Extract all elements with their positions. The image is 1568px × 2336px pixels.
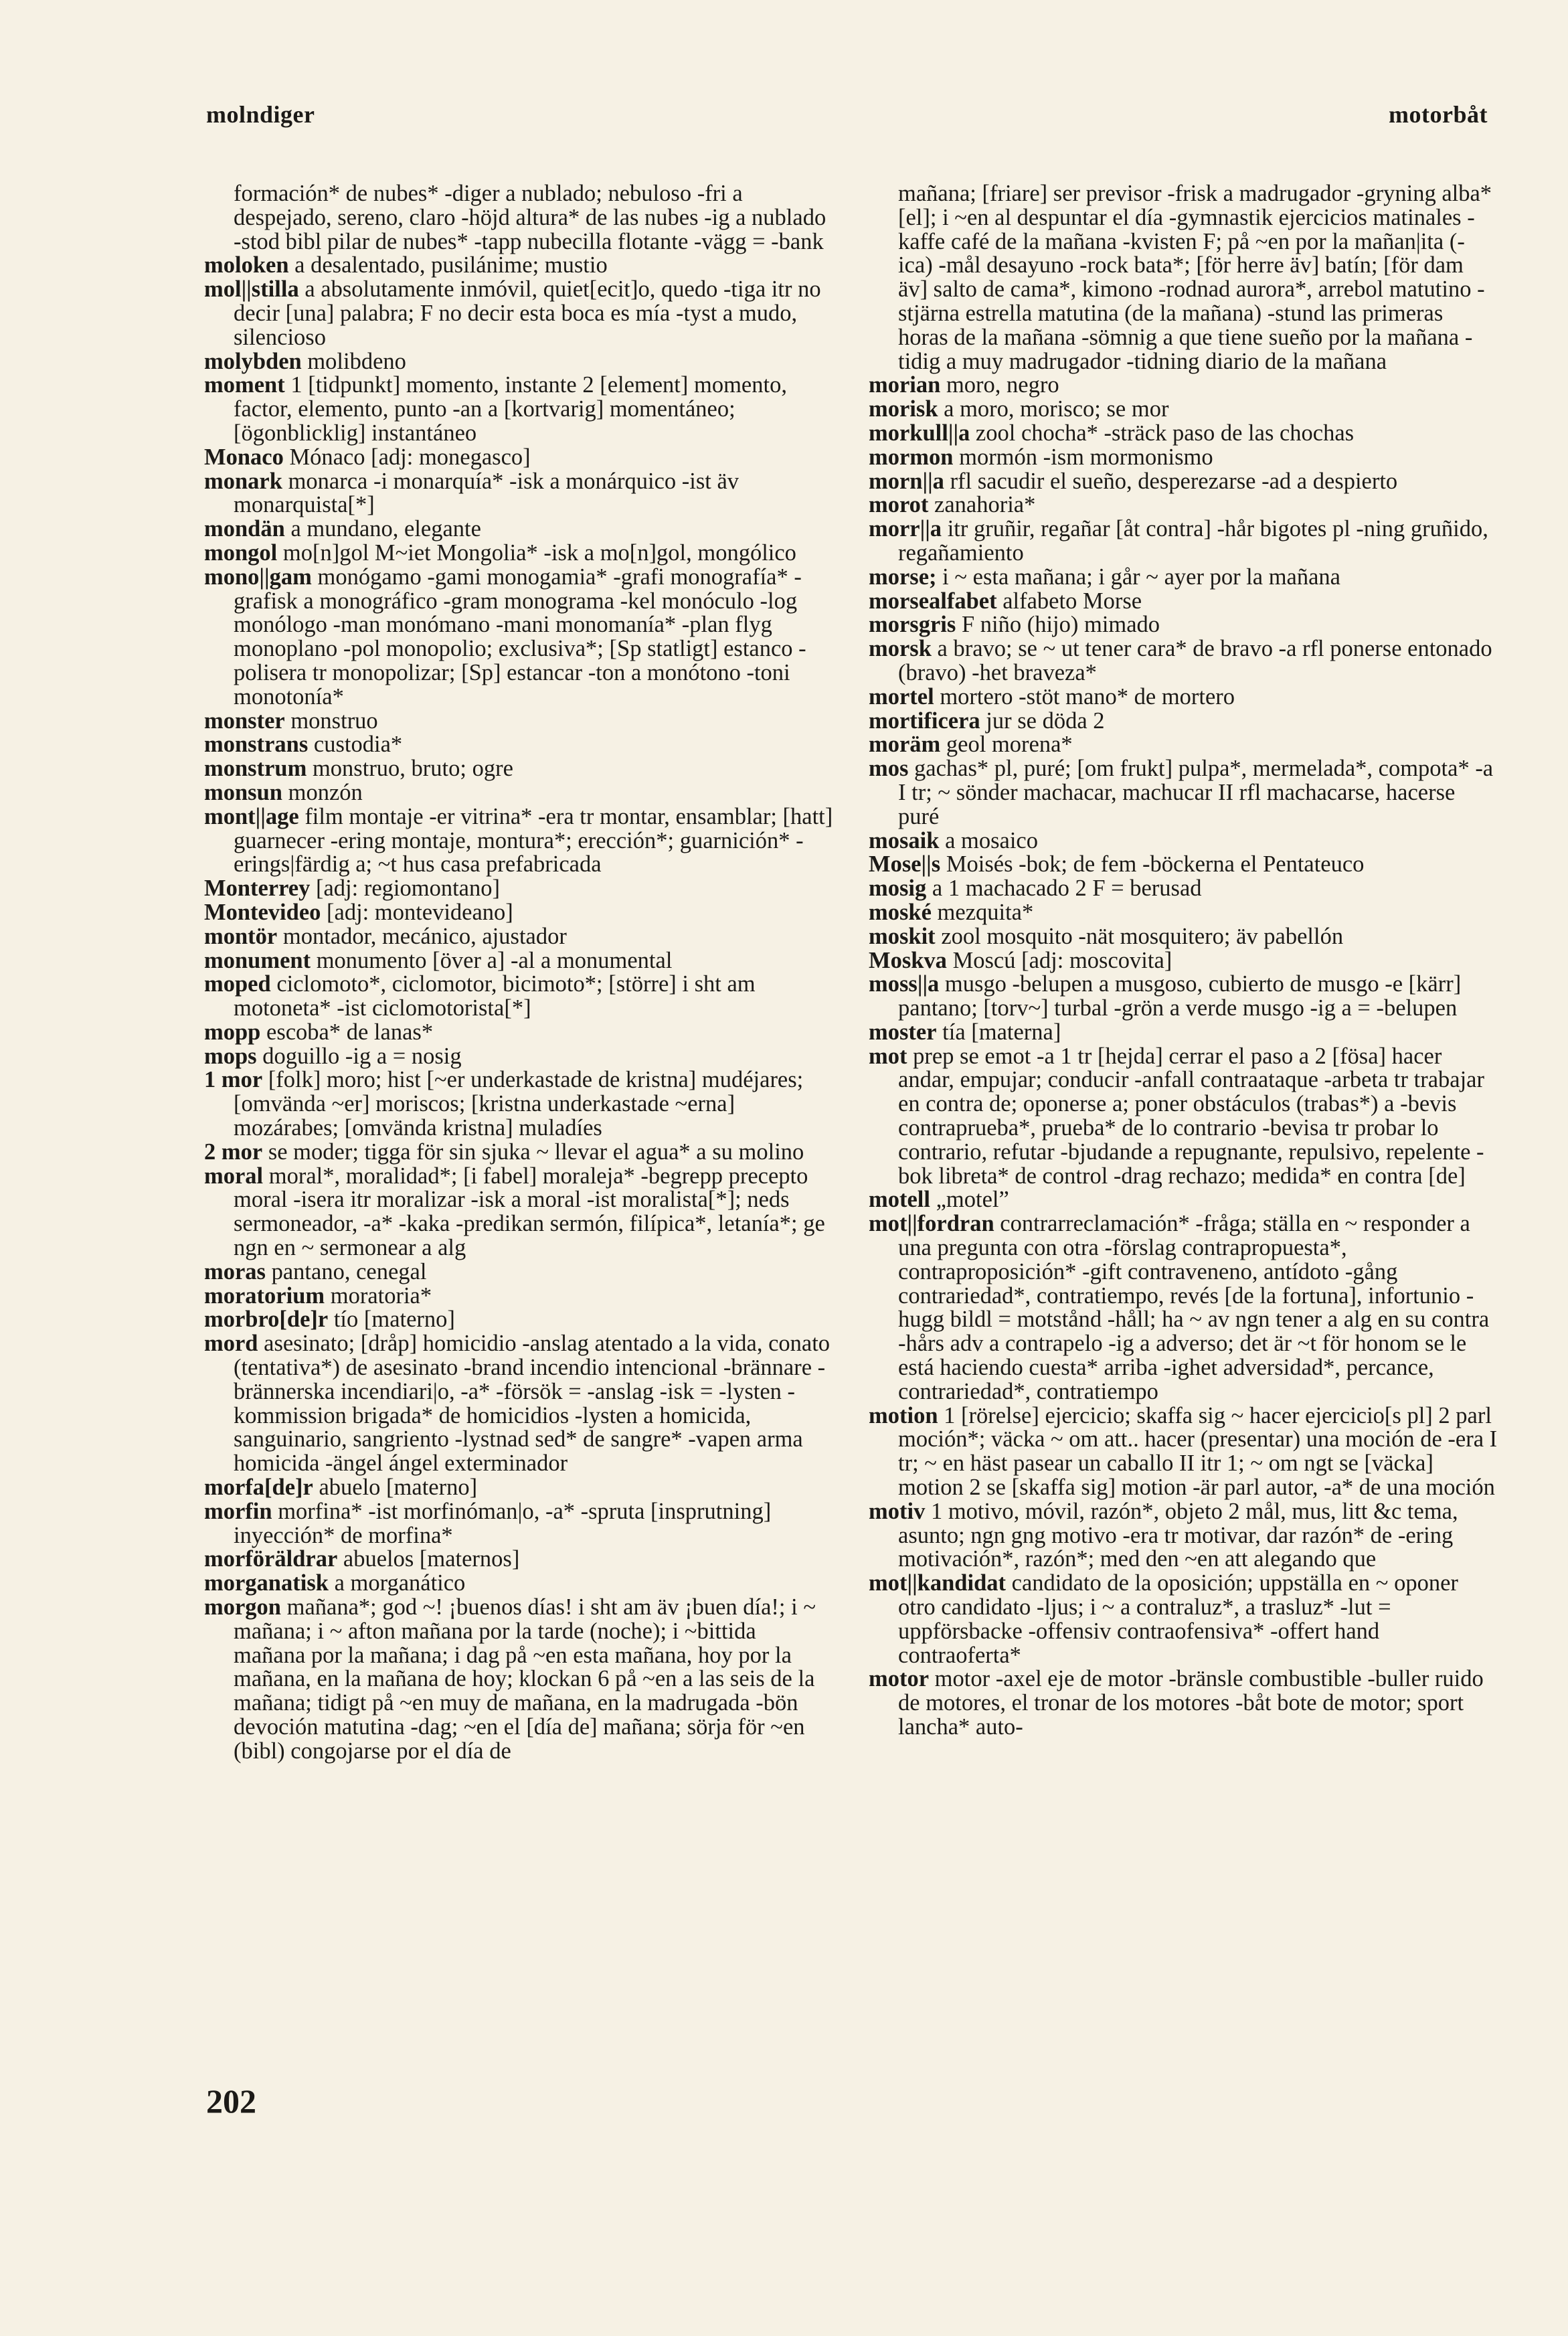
dictionary-entry <box>204 973 833 1021</box>
entry-headword: mot||fordran <box>869 1211 994 1237</box>
entry-definition: candidato de la oposición; uppställa en ~ oponer otro candidato -ljus; i ~ a contraluz*, a trasluz* -lut = uppförsbacke -offensiv contraofensiva* -offert hand contraoferta* <box>898 1570 1458 1668</box>
dictionary-entry <box>204 1476 833 1500</box>
entry-headword: morgon <box>204 1594 281 1620</box>
entry-definition: film montaje -er vitrina* -era tr montar, ensamblar; [hatt] guarnecer -ering montaje, montura*; erección*; guarnición* -erings|färdig a; ~t hus casa prefabricada <box>234 803 833 878</box>
entry-definition: [adj: montevideano] <box>321 899 513 925</box>
dictionary-entry <box>869 877 1498 901</box>
entry-headword: morfin <box>204 1498 272 1524</box>
entry-headword: morbro[de]r <box>204 1307 329 1333</box>
entry-definition: ciclomoto*, ciclomotor, bicimoto*; [större] i sht am motoneta* -ist ciclomotorista[*] <box>234 971 756 1021</box>
entry-headword: mord <box>204 1331 258 1357</box>
entry-headword: mortel <box>869 683 934 710</box>
dictionary-entry <box>869 182 1498 373</box>
dictionary-entry <box>204 707 833 734</box>
entry-headword: motion <box>869 1402 938 1428</box>
entry-definition: monstruo, bruto; ogre <box>307 756 513 782</box>
entry-headword: Monterrey <box>204 875 311 902</box>
entry-definition: a moro, morisco; se mor <box>938 396 1169 422</box>
entry-headword: morsk <box>869 636 932 662</box>
dictionary-entry <box>869 853 1498 877</box>
entry-definition: custodia* <box>308 732 403 758</box>
dictionary-entry <box>869 1212 1498 1404</box>
entry-definition: geol morena* <box>940 732 1073 758</box>
entry-headword: morse; <box>869 564 937 590</box>
entry-definition: tío [materno] <box>328 1307 455 1333</box>
entry-headword: Mose||s <box>869 851 941 878</box>
entry-headword: moment <box>204 372 285 398</box>
dictionary-entry <box>204 1308 833 1332</box>
dictionary-entry <box>869 1045 1498 1189</box>
entry-headword: mol||stilla <box>204 276 299 303</box>
entry-definition: escoba* de lanas* <box>260 1019 434 1045</box>
entry-definition: F niño (hijo) mimado <box>956 612 1160 638</box>
dictionary-entry <box>204 541 833 566</box>
entry-definition: alfabeto Morse <box>996 588 1142 614</box>
dictionary-entry <box>869 470 1498 494</box>
entry-headword: moras <box>204 1258 266 1284</box>
entry-headword: morian <box>869 372 941 398</box>
entry-definition: mortero -stöt mano* de mortero <box>934 683 1235 710</box>
entry-headword: moral <box>204 1163 264 1189</box>
entry-definition: molibdeno <box>301 348 406 374</box>
dictionary-entry <box>204 949 833 973</box>
dictionary-entry <box>869 925 1498 949</box>
entry-headword: mopp <box>204 1019 261 1045</box>
entry-definition: mo[n]gol M~iet Mongolia* -isk a mo[n]gol, mongólico <box>277 539 796 566</box>
dictionary-entry <box>869 373 1498 398</box>
entry-headword: mot <box>869 1043 907 1069</box>
entry-headword: monument <box>204 947 311 973</box>
dictionary-entry <box>204 877 833 901</box>
entry-headword: motor <box>869 1666 930 1692</box>
entry-definition: monógamo -gami monogamia* -grafi monografía* -grafisk a monográfico -gram monograma -kel monóculo -log monólogo -man monómano -mani monomanía* -plan flyg monoplano -pol monopolio; exclusiva*; [Sp statligt] estanco -polisera tr monopolizar; [Sp] estancar -ton a monótono -toni monotonía* <box>234 564 806 710</box>
dictionary-entry <box>869 398 1498 422</box>
entry-definition: Moisés -bok; de fem -böckerna el Pentateuco <box>940 851 1365 878</box>
entry-definition: jur se döda 2 <box>980 707 1105 734</box>
entry-headword: moster <box>869 1019 937 1045</box>
dictionary-entry <box>869 590 1498 614</box>
entry-definition: monstruo <box>284 707 378 734</box>
dictionary-entry <box>869 493 1498 517</box>
dictionary-entry <box>204 1068 833 1140</box>
entry-definition: [adj: regiomontano] <box>310 875 500 902</box>
entry-headword: Monaco <box>204 444 284 470</box>
left-column <box>204 182 833 1764</box>
entry-headword: morföräldrar <box>204 1546 338 1572</box>
dictionary-entry <box>204 1500 833 1548</box>
entry-definition: i ~ esta mañana; i går ~ ayer por la mañana <box>936 564 1340 590</box>
entry-headword: moské <box>869 899 932 925</box>
entry-headword: mosaik <box>869 827 940 853</box>
entry-headword: moss||a <box>869 971 940 997</box>
entry-headword: moped <box>204 971 271 997</box>
dictionary-entry <box>869 1021 1498 1045</box>
entry-definition: a mosaico <box>939 827 1038 853</box>
dictionary-entry <box>869 973 1498 1021</box>
entry-headword: moratorium <box>204 1282 325 1309</box>
entry-definition: abuelo [materno] <box>313 1475 478 1501</box>
entry-definition: monumento [över a] -al a monumental <box>311 947 673 973</box>
entry-headword: Montevideo <box>204 899 321 925</box>
dictionary-entry <box>204 1021 833 1045</box>
entry-headword: morfa[de]r <box>204 1475 313 1501</box>
dictionary-entry <box>204 1284 833 1309</box>
dictionary-entry <box>204 781 833 805</box>
entry-definition: contrarreclamación* -fråga; ställa en ~ responder a una pregunta con otra -förslag contrapropuesta*, contraproposición* -gift contraveneno, antídoto -gång contrariedad*, contratiempo, revés [de la fortuna], infortunio -hugg bildl = motstånd -håll; ha ~ av ngn tener a alg en su contra -hårs adv a contrapelo -ig a adverso; det är ~t för honom se le está haciendo cuesta* arriba -ighet adversidad*, percance, contrariedad*, contratiempo <box>898 1211 1490 1404</box>
dictionary-entry <box>869 949 1498 973</box>
entry-definition: abuelos [maternos] <box>337 1546 520 1572</box>
right-guideword: motorbåt <box>1389 101 1488 128</box>
entry-definition: tía [materna] <box>936 1019 1061 1045</box>
dictionary-entry <box>204 182 833 254</box>
dictionary-entry <box>204 350 833 374</box>
dictionary-entry <box>204 1548 833 1572</box>
dictionary-entry <box>204 446 833 470</box>
entry-headword: motiv <box>869 1498 926 1524</box>
entry-headword: mont||age <box>204 803 299 829</box>
entry-definition: mañana*; god ~! ¡buenos días! i sht am äv ¡buen día!; i ~ mañana; i ~ afton mañana por la tarde (noche); i ~bittida mañana por la mañana; i dag på ~en esta mañana, hoy por la mañana, en la mañana de hoy; klockan 6 på ~en a las seis de la mañana; tidigt på ~en muy de mañana, en la madrugada -bön devoción matutina -dag; ~en el [día de] mañana; sörja för ~en (bibl) congojarse por el día de <box>234 1594 816 1764</box>
entry-headword: Moskva <box>869 947 947 973</box>
dictionary-entry <box>204 1141 833 1165</box>
dictionary-entry <box>204 1596 833 1764</box>
entry-definition: formación* de nubes* -diger a nublado; nebuloso -fri a despejado, sereno, claro -höjd altura* de las nubes -ig a nublado -stod bibl pilar de nubes* -tapp nubecilla flotante -vägg = -bank <box>234 181 826 254</box>
dictionary-entry <box>204 757 833 781</box>
entry-definition: monzón <box>282 779 363 805</box>
entry-definition: a absolutamente inmóvil, quiet[ecit]o, quedo -tiga itr no decir [una] palabra; F no decir esta boca es mía -tyst a mudo, silencioso <box>234 276 821 350</box>
entry-definition: morfina* -ist morfinóman|o, -a* -spruta [insprutning] inyección* de morfina* <box>234 1498 772 1548</box>
entry-definition: pantano, cenegal <box>265 1258 427 1284</box>
entry-definition: motor -axel eje de motor -bränsle combustible -buller ruido de motores, el tronar de los motores -båt bote de motor; sport lancha* auto- <box>898 1666 1484 1740</box>
dictionary-entry <box>869 901 1498 925</box>
entry-headword: 1 mor <box>204 1067 263 1093</box>
entry-definition: se moder; tigga för sin sjuka ~ llevar el agua* a su molino <box>262 1139 804 1165</box>
entry-headword: morot <box>869 492 929 518</box>
entry-headword: mono||gam <box>204 564 312 590</box>
entry-headword: molybden <box>204 348 302 374</box>
dictionary-entry <box>869 829 1498 853</box>
entry-definition: monarca -i monarquía* -isk a monárquico -ist äv monarquista[*] <box>234 468 739 518</box>
dictionary-entry <box>869 613 1498 637</box>
entry-headword: morsealfabet <box>869 588 997 614</box>
entry-headword: mongol <box>204 539 278 566</box>
entry-definition: rfl sacudir el sueño, desperezarse -ad a despierto <box>944 468 1398 494</box>
entry-definition: mañana; [friare] ser previsor -frisk a madrugador -gryning alba* [el]; i ~en al despuntar el día -gymnastik ejercicios matinales -kaffe café de la mañana -kvisten F; på ~en por la mañan|ita (-ica) -mål desayuno -rock bata*; [för herre äv] batín; [för dam äv] salto de cama*, kimono -rodnad aurora*, arrebol matutino -stjärna estrella matutina (de la mañana) -stund las primeras horas de la mañana -sömnig a que tiene sueño por la mañana -tidig a muy madrugador -tidning diario de la mañana <box>898 181 1492 374</box>
page-number: 202 <box>206 2082 256 2120</box>
entry-headword: monstrum <box>204 756 307 782</box>
entry-headword: monster <box>204 707 285 734</box>
entry-headword: mot||kandidat <box>869 1570 1006 1596</box>
entry-definition: moro, negro <box>940 372 1059 398</box>
dictionary-entry <box>869 757 1498 829</box>
entry-definition: Mónaco [adj: monegasco] <box>283 444 531 470</box>
entry-headword: mondän <box>204 516 285 542</box>
entry-headword: mortificera <box>869 707 980 734</box>
entry-definition: montador, mecánico, ajustador <box>277 923 567 949</box>
entry-definition: 1 [tidpunkt] momento, instante 2 [element] momento, factor, elemento, punto -an a [kortvarig] momentáneo; [ögonblicklig] instantáneo <box>234 372 787 446</box>
entry-headword: moskit <box>869 923 936 949</box>
entry-definition: gachas* pl, puré; [om frukt] pulpa*, mermelada*, compota* -a I tr; ~ sönder machacar, machucar II rfl machacarse, hacerse puré <box>898 756 1494 829</box>
dictionary-entry <box>204 1165 833 1260</box>
entry-headword: monstrans <box>204 732 309 758</box>
entry-headword: mormon <box>869 444 954 470</box>
entry-definition: „motel” <box>930 1187 1009 1213</box>
entry-headword: morsgris <box>869 612 956 638</box>
entry-definition: a morganático <box>328 1570 466 1596</box>
dictionary-entry <box>869 707 1498 734</box>
dictionary-entry <box>204 278 833 349</box>
dictionary-entry <box>869 1188 1498 1212</box>
entry-headword: morkull||a <box>869 420 970 446</box>
dictionary-entry <box>869 685 1498 710</box>
dictionary-entry <box>204 805 833 877</box>
entry-headword: mops <box>204 1043 257 1069</box>
dictionary-entry <box>204 733 833 757</box>
dictionary-entry <box>204 254 833 278</box>
entry-headword: mosig <box>869 875 927 902</box>
dictionary-entry <box>869 446 1498 470</box>
entry-definition: musgo -belupen a musgoso, cubierto de musgo -e [kärr] pantano; [torv~] turbal -grön a verde musgo -ig a = -belupen <box>898 971 1462 1021</box>
entry-definition: doguillo -ig a = nosig <box>256 1043 462 1069</box>
entry-definition: a 1 machacado 2 F = berusad <box>926 875 1202 902</box>
entry-definition: prep se emot -a 1 tr [hejda] cerrar el paso a 2 [fösa] hacer andar, empujar; conducir -anfall contraataque -arbeta tr trabajar en contra de; oponerse a; poner obstáculos (trabas*) a -bevis contraprueba*, prueba* de lo contrario -bevisa tr probar lo contrario, refutar -bjudande a repugnante, repulsivo, repelente -bok libreta* de control -drag rechazo; medida* en contra [de] <box>898 1043 1484 1189</box>
entry-definition: itr gruñir, regañar [åt contra] -hår bigotes pl -ning gruñido, regañamiento <box>898 516 1488 566</box>
entry-definition: mormón -ism mormonismo <box>953 444 1213 470</box>
right-column <box>869 182 1498 1740</box>
dictionary-entry <box>204 901 833 925</box>
dictionary-entry <box>204 925 833 949</box>
entry-headword: morn||a <box>869 468 944 494</box>
dictionary-entry <box>869 1500 1498 1572</box>
dictionary-entry <box>204 1332 833 1476</box>
entry-definition: moratoria* <box>325 1282 432 1309</box>
dictionary-entry <box>869 733 1498 757</box>
entry-headword: moloken <box>204 252 289 278</box>
entry-headword: motell <box>869 1187 930 1213</box>
entry-definition: zanahoria* <box>928 492 1036 518</box>
entry-headword: monark <box>204 468 282 494</box>
entry-headword: mos <box>869 756 909 782</box>
left-guideword: molndiger <box>206 101 315 128</box>
dictionary-entry <box>869 1667 1498 1739</box>
dictionary-entry <box>204 1045 833 1069</box>
entry-definition: asesinato; [dråp] homicidio -anslag atentado a la vida, conato (tentativa*) de asesinato -brand incendio intencional -brännare -brännerska incendiari|o, -a* -försök = -anslag -isk = -lysten -kommission brigada* de homicidios -lysten a homicida, sanguinario, sangriento -lystnad sed* de sangre* -vapen arma homicida -ängel ángel exterminador <box>234 1331 831 1477</box>
dictionary-entry <box>204 517 833 541</box>
entry-headword: monsun <box>204 779 282 805</box>
dictionary-entry <box>869 1572 1498 1667</box>
dictionary-entry <box>869 422 1498 446</box>
entry-definition: zool chocha* -sträck paso de las chochas <box>970 420 1355 446</box>
entry-headword: 2 mor <box>204 1139 263 1165</box>
entry-definition: Moscú [adj: moscovita] <box>946 947 1172 973</box>
entry-headword: moräm <box>869 732 941 758</box>
dictionary-entry <box>204 566 833 710</box>
entry-headword: montör <box>204 923 278 949</box>
dictionary-entry <box>869 517 1498 566</box>
dictionary-entry <box>869 1404 1498 1500</box>
entry-definition: [folk] moro; hist [~er underkastade de kristna] mudéjares; [omvända ~er] moriscos; [kristna underkastade ~erna] mozárabes; [omvända kristna] muladíes <box>234 1067 804 1141</box>
dictionary-entry <box>204 373 833 445</box>
dictionary-entry <box>869 637 1498 685</box>
dictionary-entry <box>204 1260 833 1284</box>
dictionary-entry <box>869 566 1498 590</box>
entry-definition: 1 [rörelse] ejercicio; skaffa sig ~ hacer ejercicio[s pl] 2 parl moción*; väcka ~ om att.. hacer (presentar) una moción de -era I tr; ~ en häst pasear un caballo II itr 1; ~ om ngt se [väcka] motion 2 se [skaffa sig] motion -är parl autor, -a* de una moción <box>898 1402 1498 1501</box>
entry-headword: morr||a <box>869 516 942 542</box>
entry-definition: zool mosquito -nät mosquitero; äv pabellón <box>935 923 1344 949</box>
entry-definition: a bravo; se ~ ut tener cara* de bravo -a rfl ponerse entonado (bravo) -het braveza* <box>898 636 1492 685</box>
dictionary-entry <box>204 1572 833 1596</box>
entry-definition: a desalentado, pusilánime; mustio <box>288 252 608 278</box>
entry-definition: a mundano, elegante <box>284 516 481 542</box>
entry-headword: morganatisk <box>204 1570 329 1596</box>
entry-headword: morisk <box>869 396 938 422</box>
entry-definition: mezquita* <box>931 899 1034 925</box>
entry-definition: moral*, moralidad*; [i fabel] moraleja* -begrepp precepto moral -isera itr moralizar -isk a moral -ist moralista[*]; neds sermoneador, -a* -kaka -predikan sermón, filípica*, letanía*; ge ngn en ~ sermonear a alg <box>234 1163 825 1261</box>
entry-definition: 1 motivo, móvil, razón*, objeto 2 mål, mus, litt &c tema, asunto; ngn gng motivo -era tr motivar, dar razón* de -ering motivación*, razón*; med den ~en att alegando que <box>898 1498 1458 1572</box>
dictionary-entry <box>204 470 833 518</box>
